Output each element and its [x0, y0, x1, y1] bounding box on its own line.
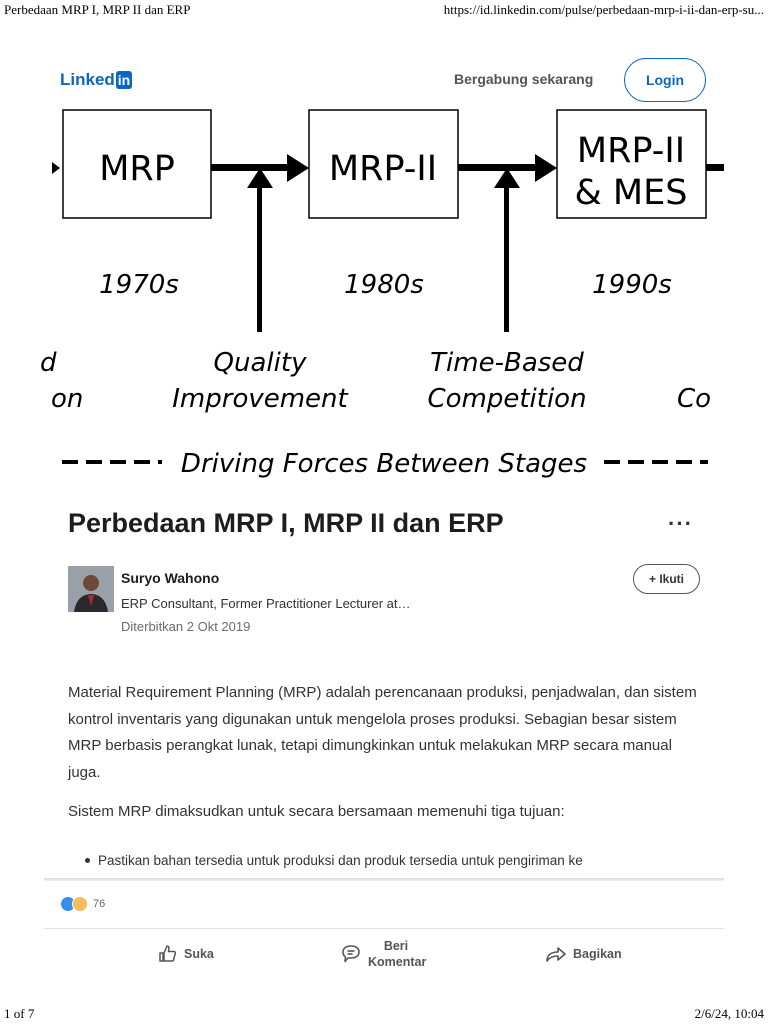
join-now-link[interactable]: Bergabung sekarang — [454, 71, 594, 87]
diagram-force-left-partial-1: d — [40, 348, 57, 378]
author-avatar[interactable] — [68, 566, 114, 612]
print-header-title: Perbedaan MRP I, MRP II dan ERP — [4, 2, 191, 17]
diagram-arrow-1-shaft — [211, 164, 289, 171]
diagram-box-label-mes-line2: & MES — [574, 173, 688, 213]
like-button[interactable] — [158, 934, 214, 974]
print-footer — [0, 1006, 768, 1022]
diagram-force-quality-2: Improvement — [172, 384, 348, 414]
share-arrow-icon — [545, 944, 567, 964]
avatar-portrait — [68, 566, 114, 612]
comment-label-line2: Komentar — [368, 955, 427, 969]
diagram-arrow-2-head — [535, 154, 557, 182]
follow-button[interactable]: + Ikuti — [633, 564, 700, 594]
mrp-evolution-diagram — [40, 116, 724, 486]
more-options-button[interactable]: ··· — [668, 511, 693, 536]
author-name[interactable]: Suryo Wahono — [121, 570, 220, 586]
reaction-count: 76 — [93, 898, 106, 910]
diagram-box-label-mrp2: MRP-II — [328, 149, 438, 189]
article-hero-image — [40, 116, 724, 486]
diagram-arrow-3-shaft — [706, 164, 724, 171]
diagram-arrow-2-shaft — [458, 164, 537, 171]
print-page-number: 1 of 7 — [4, 1006, 35, 1021]
published-date: Diterbitkan 2 Okt 2019 — [121, 619, 251, 634]
top-navigation — [44, 56, 724, 106]
comment-label — [368, 938, 427, 970]
article-paragraph-1: Material Requirement Planning (MRP) adalah perencanaan produksi, penjadwalan, dan sistem kontrol inventaris yang digunakan untuk mengelola proses produksi. Sebagian besar sistem MRP berbasis perangkat lunak, tetapi dimungkinkan untuk melakukan MRP secara manual juga. — [68, 684, 697, 781]
diagram-force-quality-1: Quality — [213, 348, 307, 378]
comment-button[interactable] — [340, 934, 427, 974]
print-header — [0, 2, 768, 18]
article-paragraph-2: Sistem MRP dimaksudkan untuk secara bersamaan memenuhi tiga tujuan: — [68, 803, 565, 820]
share-button[interactable] — [545, 934, 622, 974]
diagram-caption: Driving Forces Between Stages — [180, 449, 588, 479]
comment-icon — [340, 943, 362, 965]
diagram-arrow-up-2-shaft — [504, 182, 509, 332]
login-button[interactable]: Login — [624, 58, 706, 102]
author-headline: ERP Consultant, Former Practitioner Lecturer at… — [121, 596, 411, 611]
article-bullet-1-text: Pastikan bahan tersedia untuk produksi dan produk tersedia untuk pengiriman ke — [98, 853, 583, 868]
diagram-decade-1990s: 1990s — [592, 270, 672, 300]
share-label: Bagikan — [573, 947, 622, 961]
actions-divider — [44, 928, 724, 929]
article-title: Perbedaan MRP I, MRP II dan ERP — [68, 508, 504, 538]
print-header-url: https://id.linkedin.com/pulse/perbedaan-mrp-i-ii-dan-erp-su... — [443, 2, 764, 17]
like-label: Suka — [184, 947, 214, 961]
print-date: 2/6/24, 10:04 — [694, 1006, 764, 1021]
diagram-force-right-partial: Co — [677, 384, 712, 414]
diagram-force-left-partial-2: on — [51, 384, 84, 414]
reactions-summary[interactable] — [60, 896, 105, 912]
idea-icon — [72, 896, 88, 912]
diagram-box-label-mrp2-line1: MRP-II — [576, 131, 686, 171]
diagram-decade-1970s: 1970s — [99, 270, 179, 300]
social-bar-divider — [44, 878, 724, 881]
diagram-force-time-1: Time-Based — [430, 348, 584, 378]
diagram-force-time-2: Competition — [427, 384, 587, 414]
thumbs-up-icon — [158, 944, 178, 964]
diagram-decade-1980s: 1980s — [344, 270, 424, 300]
diagram-arrow-left-tip — [52, 162, 60, 174]
logo-in-badge: in — [117, 72, 131, 88]
diagram-arrow-1-head — [287, 154, 309, 182]
comment-label-line1: Beri — [383, 939, 409, 953]
diagram-box-label-mrp: MRP — [99, 149, 175, 189]
logo-text: Linked — [60, 70, 115, 89]
linkedin-logo[interactable] — [60, 70, 132, 90]
diagram-arrow-up-1-shaft — [257, 182, 262, 332]
article-bullet-1 — [85, 850, 705, 880]
